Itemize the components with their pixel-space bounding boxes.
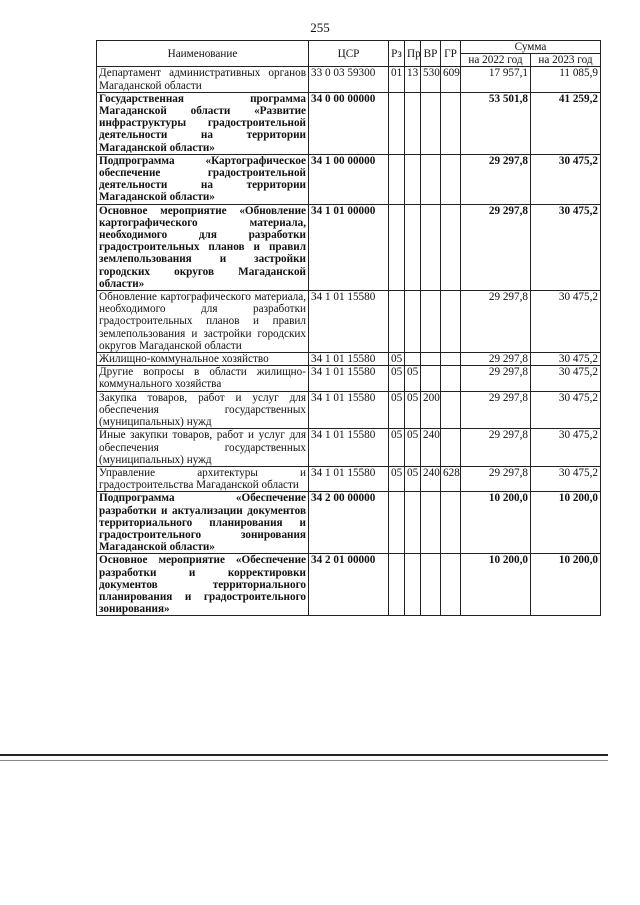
row-pr: 05 [405,366,421,391]
row-pr: 05 [405,429,421,467]
row-rz: 05 [389,466,405,491]
row-pr [405,492,421,554]
row-sum-2023: 30 475,2 [531,391,601,429]
row-gr: 628 [441,466,461,491]
page-number: 255 [310,20,330,35]
table-row [97,204,601,290]
row-vr: 200 [421,391,441,429]
row-sum-2022: 29 297,8 [461,353,531,366]
row-name: Иные закупки товаров, работ и услуг для обеспечения государственных (муниципальных) нужд [97,429,309,467]
row-pr [405,353,421,366]
header-pr: Пр [405,41,421,67]
table-header [97,41,601,67]
row-rz: 05 [389,429,405,467]
row-csr: 34 1 01 15580 [309,429,389,467]
table-row [97,154,601,204]
table-row [97,492,601,554]
row-csr: 34 1 01 15580 [309,466,389,491]
table-row [97,92,601,154]
row-sum-2022: 10 200,0 [461,554,531,616]
row-csr: 33 0 03 59300 [309,67,389,92]
row-csr: 34 1 01 15580 [309,291,389,353]
table-row [97,554,601,616]
header-year-2022: на 2022 год [461,54,531,67]
row-csr: 34 1 01 15580 [309,353,389,366]
row-gr [441,154,461,204]
row-name: Основное мероприятие «Обновление картографического материала, необходимого для разработки градостроительных планов и правил землепользования и застройки городских округов Магаданской области» [97,204,309,290]
row-vr [421,353,441,366]
row-sum-2022: 29 297,8 [461,154,531,204]
row-name: Жилищно-коммунальное хозяйство [97,353,309,366]
row-csr: 34 1 01 15580 [309,366,389,391]
row-name: Подпрограмма «Обеспечение разработки и актуализации документов территориального планирования и градостроительного зонирования Магаданской области» [97,492,309,554]
row-gr [441,204,461,290]
row-name: Закупка товаров, работ и услуг для обеспечения государственных (муниципальных) нужд [97,391,309,429]
row-vr [421,492,441,554]
footer-rule [0,754,608,756]
table-row [97,291,601,353]
row-sum-2023: 30 475,2 [531,154,601,204]
row-pr [405,92,421,154]
row-pr: 13 [405,67,421,92]
row-sum-2023: 30 475,2 [531,366,601,391]
budget-table [96,40,601,616]
row-rz: 05 [389,391,405,429]
row-gr [441,92,461,154]
table-row [97,353,601,366]
row-gr [441,366,461,391]
row-sum-2022: 29 297,8 [461,391,531,429]
row-sum-2023: 11 085,9 [531,67,601,92]
row-pr: 05 [405,466,421,491]
row-vr [421,291,441,353]
row-rz [389,291,405,353]
row-gr [441,391,461,429]
row-pr [405,554,421,616]
row-name: Другие вопросы в области жилищно-коммунального хозяйства [97,366,309,391]
row-rz: 01 [389,67,405,92]
row-sum-2022: 29 297,8 [461,366,531,391]
row-sum-2022: 29 297,8 [461,429,531,467]
row-csr: 34 2 00 00000 [309,492,389,554]
row-sum-2023: 10 200,0 [531,492,601,554]
row-name: Подпрограмма «Картографическое обеспечение градостроительной деятельности на территории Магаданской области» [97,154,309,204]
row-rz [389,92,405,154]
row-sum-2022: 29 297,8 [461,291,531,353]
row-sum-2023: 30 475,2 [531,204,601,290]
row-sum-2022: 17 957,1 [461,67,531,92]
table-row [97,67,601,92]
row-rz [389,204,405,290]
row-vr [421,92,441,154]
table-row [97,391,601,429]
row-csr: 34 1 00 00000 [309,154,389,204]
row-rz [389,154,405,204]
row-rz [389,554,405,616]
row-csr: 34 0 00 00000 [309,92,389,154]
row-gr [441,353,461,366]
row-vr [421,154,441,204]
row-rz: 05 [389,366,405,391]
table-body [97,67,601,616]
header-vr: ВР [421,41,441,67]
row-rz [389,492,405,554]
row-pr [405,154,421,204]
row-vr: 240 [421,466,441,491]
row-vr [421,204,441,290]
row-sum-2022: 53 501,8 [461,92,531,154]
table-row [97,429,601,467]
row-sum-2023: 41 259,2 [531,92,601,154]
row-gr [441,554,461,616]
row-sum-2022: 10 200,0 [461,492,531,554]
row-vr: 530 [421,67,441,92]
row-name: Государственная программа Магаданской области «Развитие инфраструктуры градостроительной деятельности на территории Магаданской области» [97,92,309,154]
table-row [97,466,601,491]
row-name: Управление архитектуры и градостроительства Магаданской области [97,466,309,491]
header-sum: Сумма [461,41,601,54]
row-sum-2022: 29 297,8 [461,204,531,290]
row-gr [441,492,461,554]
row-sum-2023: 30 475,2 [531,353,601,366]
row-sum-2023: 30 475,2 [531,466,601,491]
header-name: Наименование [97,41,309,67]
row-pr [405,204,421,290]
row-gr [441,429,461,467]
row-vr [421,554,441,616]
row-csr: 34 2 01 00000 [309,554,389,616]
row-gr: 609 [441,67,461,92]
row-sum-2022: 29 297,8 [461,466,531,491]
table-row [97,366,601,391]
row-vr [421,366,441,391]
row-name: Основное мероприятие «Обеспечение разработки и корректировки документов территориального планирования и градостроительного зонирования» [97,554,309,616]
row-vr: 240 [421,429,441,467]
header-csr: ЦСР [309,41,389,67]
header-year-2023: на 2023 год [531,54,601,67]
row-sum-2023: 30 475,2 [531,291,601,353]
row-sum-2023: 30 475,2 [531,429,601,467]
row-name: Обновление картографического материала, необходимого для разработки градостроительных планов и правил землепользования и застройки городских округов Магаданской области [97,291,309,353]
row-rz: 05 [389,353,405,366]
row-sum-2023: 10 200,0 [531,554,601,616]
footer-rule-thin [0,760,608,761]
row-pr: 05 [405,391,421,429]
row-csr: 34 1 01 15580 [309,391,389,429]
row-gr [441,291,461,353]
row-pr [405,291,421,353]
header-gr: ГР [441,41,461,67]
header-rz: Рз [389,41,405,67]
row-name: Департамент административных органов Магаданской области [97,67,309,92]
row-csr: 34 1 01 00000 [309,204,389,290]
